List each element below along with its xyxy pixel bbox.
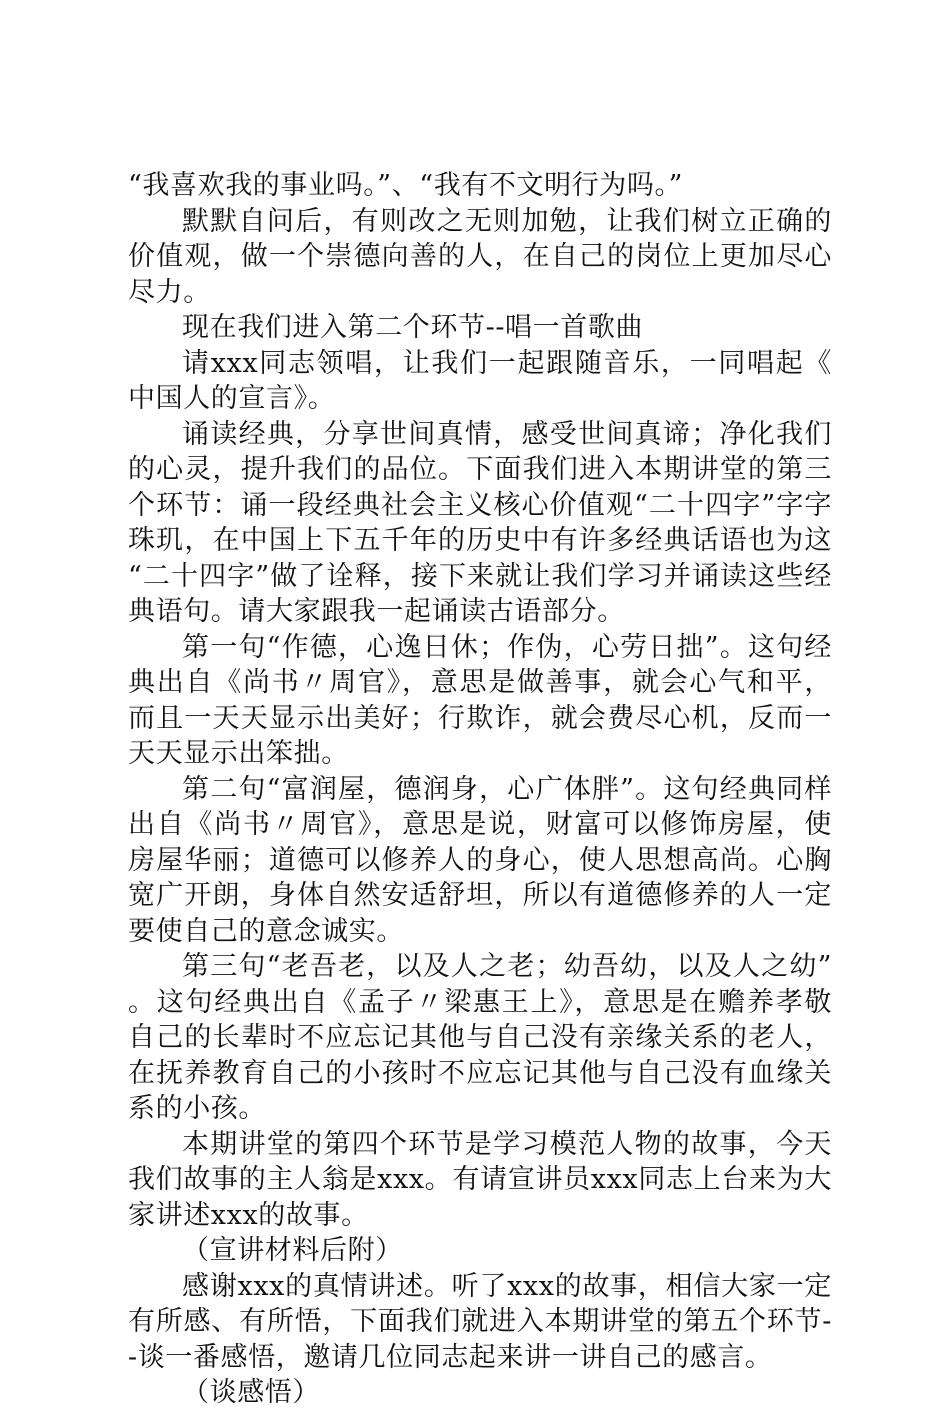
paragraph-1: “我喜欢我的事业吗。”、“我有不文明行为吗。” bbox=[128, 170, 684, 201]
paragraph-10: （宣讲材料后附） bbox=[182, 1235, 403, 1266]
paragraph-6: 第一句“作德，心逸日休；作伪，心劳日拙”。这句经典出自《尚书〃周官》，意思是做善事，就会心气和平，而且一天天显示出美好；行欺诈，就会费尽心机，反而一天天显示出笨拙。 bbox=[128, 631, 832, 769]
paragraph-9: 本期讲堂的第四个环节是学习模范人物的故事，今天我们故事的主人翁是xxx。有请宣讲员xxx同志上台来为大家讲述xxx的故事。 bbox=[128, 1128, 832, 1231]
paragraph-8: 第三句“老吾老，以及人之老；幼吾幼，以及人之幼”。这句经典出自《孟子〃梁惠王上》，意思是在赡养孝敬自己的长辈时不应忘记其他与自己没有亲缘关系的老人，在抚养教育自己的小孩时不应忘记其他与自己没有血缘关系的小孩。 bbox=[128, 951, 832, 1124]
paragraph-7: 第二句“富润屋，德润身，心广体胖”。这句经典同样出自《尚书〃周官》，意思是说，财富可以修饰房屋，使房屋华丽；道德可以修养人的身心，使人思想高尚。心胸宽广开朗，身体自然安适舒坦，所以有道德修养的人一定要使自己的意念诚实。 bbox=[128, 773, 832, 947]
paragraph-3: 现在我们进入第二个环节--唱一首歌曲 bbox=[182, 312, 644, 343]
paragraph-2: 默默自问后，有则改之无则加勉，让我们树立正确的价值观，做一个崇德向善的人，在自己的岗位上更加尽心尽力。 bbox=[128, 205, 832, 308]
paragraph-4: 请xxx同志领唱，让我们一起跟随音乐，一同唱起《中国人的宣言》。 bbox=[128, 347, 832, 414]
paragraph-11: 感谢xxx的真情讲述。听了xxx的故事，相信大家一定有所感、有所悟，下面我们就进入本期讲堂的第五个环节--谈一番感悟，邀请几位同志起来讲一讲自己的感言。 bbox=[128, 1270, 832, 1373]
document-page bbox=[128, 168, 832, 1411]
paragraph-5: 诵读经典，分享世间真情，感受世间真谛；净化我们的心灵，提升我们的品位。下面我们进入本期讲堂的第三个环节：诵一段经典社会主义核心价值观“二十四字”字字珠玑，在中国上下五千年的历史中有许多经典话语也为这“二十四字”做了诠释，接下来就让我们学习并诵读这些经典语句。请大家跟我一起诵读古语部分。 bbox=[128, 418, 832, 627]
paragraph-12: （谈感悟） bbox=[182, 1377, 320, 1408]
